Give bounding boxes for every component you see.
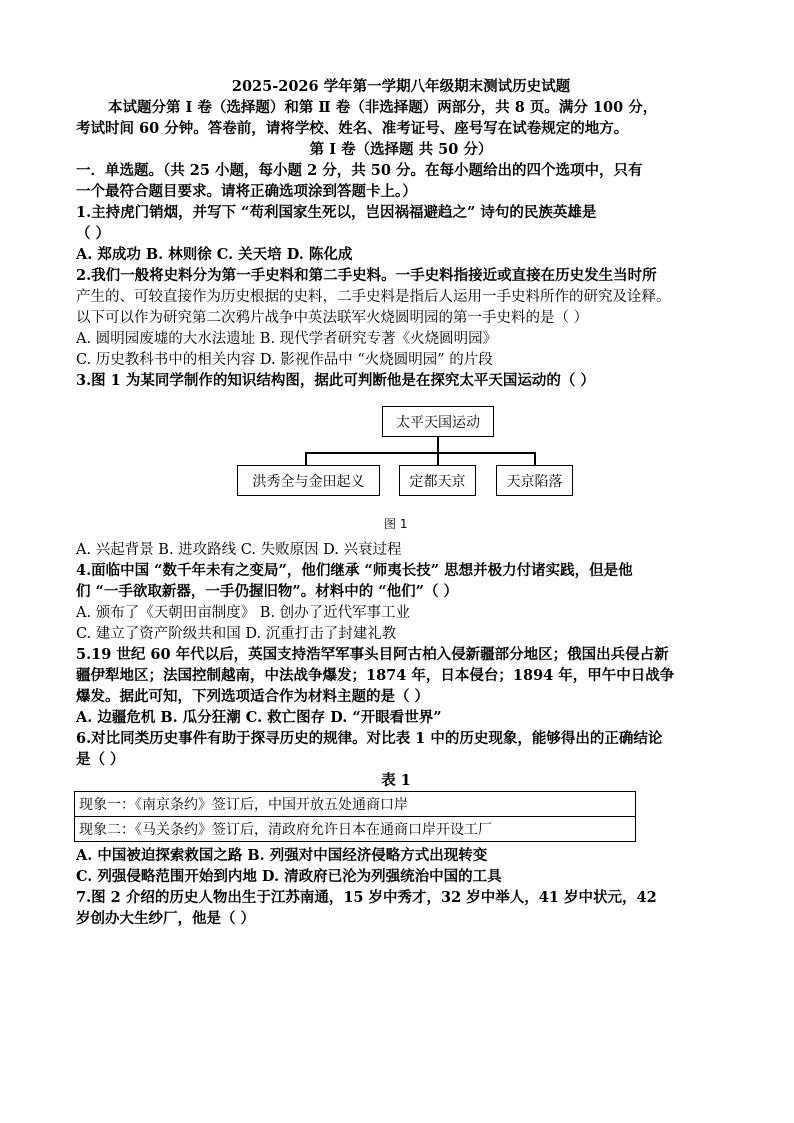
q4-options-2: C. 建立了资产阶级共和国 D. 沉重打击了封建礼教 bbox=[76, 626, 397, 642]
q2-stem-line-2: 产生的、可较直接作为历史根据的史料，二手史料是指后人运用一手史料所作的研究及诠释。 bbox=[76, 289, 671, 305]
diagram-connector-child-1 bbox=[305, 452, 307, 465]
q6-options-2: C. 列强侵略范围开始到内地 D. 清政府已沦为列强统治中国的工具 bbox=[76, 868, 502, 885]
q1-stem-line-1: 1.主持虎门销烟，并写下 “苟利国家生死以，岂因祸福避趋之” 诗句的民族英雄是 bbox=[76, 204, 597, 221]
q4-stem-line-2: 们 “一手欲取新器，一手仍握旧物”。材料中的 “他们”（ ） bbox=[76, 583, 459, 600]
table-row bbox=[75, 817, 636, 842]
q7-stem-line-2: 岁创办大生纱厂，他是（ ） bbox=[76, 910, 256, 927]
diagram-connector-horizontal bbox=[305, 452, 535, 454]
q5-stem-line-2: 疆伊犁地区；法国控制越南，中法战争爆发；1874 年，日本侵台；1894 年，甲午中日战争 bbox=[76, 667, 675, 684]
q1-stem-line-2: （ ） bbox=[76, 225, 111, 242]
table-cell: 现象一：《南京条约》签订后，中国开放五处通商口岸 bbox=[75, 792, 636, 817]
table-title: 表 1 bbox=[381, 772, 411, 789]
diagram-child-box-1: 洪秀全与金田起义 bbox=[237, 465, 380, 496]
table-cell: 现象二：《马关条约》签订后，清政府允许日本在通商口岸开设工厂 bbox=[75, 817, 636, 842]
q2-stem-line-3: 以下可以作为研究第二次鸦片战争中英法联军火烧圆明园的第一手史料的是（ ） bbox=[76, 310, 589, 326]
q6-table bbox=[74, 791, 636, 842]
q2-options-1: A. 圆明园废墟的大水法遗址 B. 现代学者研究专著《火烧圆明园》 bbox=[76, 331, 498, 347]
q6-stem-line-2: 是（ ） bbox=[76, 751, 125, 768]
intro-line-1: 本试题分第 Ⅰ 卷（选择题）和第 Ⅱ 卷（非选择题）两部分，共 8 页。满分 100 分， bbox=[108, 99, 658, 116]
q5-options: A. 边疆危机 B. 瓜分狂潮 C. 救亡图存 D. “开眼看世界” bbox=[76, 709, 442, 726]
instruction-line-1: 一．单选题。（共 25 小题，每小题 2 分，共 50 分。在每小题给出的四个选项中，只有 bbox=[76, 162, 643, 179]
q1-options: A. 郑成功 B. 林则徐 C. 关天培 D. 陈化成 bbox=[76, 246, 353, 263]
q3-stem-line-1: 3.图 1 为某同学制作的知识结构图，据此可判断他是在探究太平天国运动的（ ） bbox=[76, 372, 595, 389]
q6-stem-line-1: 6.对比同类历史事件有助于探寻历史的规律。对比表 1 中的历史现象，能够得出的正确结论 bbox=[76, 730, 663, 747]
section-title: 第 Ⅰ 卷（选择题 共 50 分） bbox=[309, 141, 493, 158]
q4-options-1: A. 颁布了《天朝田亩制度》 B. 创办了近代军事工业 bbox=[76, 605, 411, 621]
q6-options-1: A. 中国被迫探索救国之路 B. 列强对中国经济侵略方式出现转变 bbox=[76, 847, 488, 864]
q2-options-2: C. 历史教科书中的相关内容 D. 影视作品中 “火烧圆明园” 的片段 bbox=[76, 352, 493, 368]
q4-stem-line-1: 4.面临中国 “数千年未有之变局”，他们继承 “师夷长技” 思想并极力付诸实践，但是他 bbox=[76, 562, 633, 579]
q5-stem-line-1: 5.19 世纪 60 年代以后，英国支持浩罕军事头目阿古柏入侵新疆部分地区；俄国出兵侵占新 bbox=[76, 646, 669, 663]
q5-stem-line-3: 爆发。据此可知，下列选项适合作为材料主题的是（ ） bbox=[76, 688, 430, 705]
table-row bbox=[75, 792, 636, 817]
diagram-connector-root bbox=[437, 437, 439, 453]
diagram-caption: 图 1 bbox=[384, 517, 408, 531]
diagram-child-box-3: 天京陷落 bbox=[496, 465, 573, 496]
diagram-child-box-2: 定都天京 bbox=[399, 465, 476, 496]
diagram-root-box: 太平天国运动 bbox=[382, 406, 494, 437]
q7-stem-line-1: 7.图 2 介绍的历史人物出生于江苏南通，15 岁中秀才，32 岁中举人，41 岁中状元，42 bbox=[76, 889, 657, 906]
instruction-line-2: 一个最符合题目要求。请将正确选项涂到答题卡上。） bbox=[76, 183, 417, 200]
q2-stem-line-1: 2.我们一般将史料分为第一手史料和第二手史料。一手史料指接近或直接在历史发生当时所 bbox=[76, 267, 657, 284]
diagram-connector-child-3 bbox=[534, 452, 536, 465]
intro-line-2: 考试时间 60 分钟。答卷前，请将学校、姓名、准考证号、座号写在试卷规定的地方。 bbox=[76, 120, 629, 137]
exam-title: 2025-2026 学年第一学期八年级期末测试历史试题 bbox=[231, 78, 571, 95]
q3-options: A. 兴起背景 B. 进攻路线 C. 失败原因 D. 兴衰过程 bbox=[76, 542, 402, 558]
diagram-connector-child-2 bbox=[437, 452, 439, 465]
